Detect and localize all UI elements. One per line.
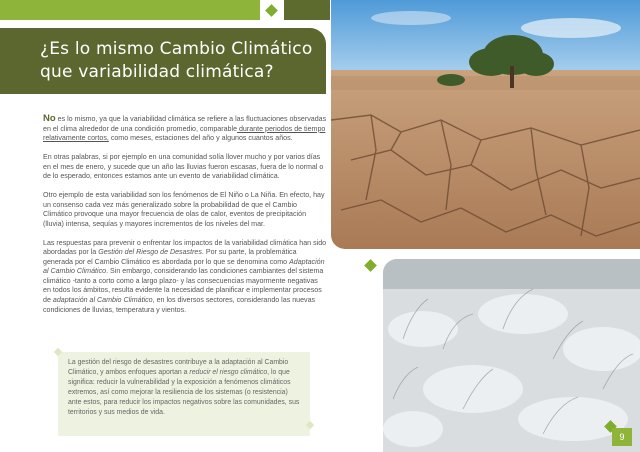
corner-diamond-icon [306, 421, 314, 429]
highlight-emphasis: reducir el riesgo climático [189, 368, 268, 376]
highlight-text-a: La gestión del riesgo de desastres contribuye a la adaptación al Cambio Climático, y ambos enfoques aportan a [68, 359, 289, 376]
body-text [43, 114, 327, 324]
page-number: 9 [612, 428, 632, 446]
title-banner [0, 28, 326, 94]
emphasis-gestion-riesgo: Gestión del Riesgo de Desastres [98, 248, 202, 257]
photo-frosted-grass [383, 259, 640, 452]
paragraph-1-end: como meses, estaciones del año y algunos cuantos años. [108, 134, 293, 143]
title-line-2: que variabilidad climática? [40, 62, 274, 82]
paragraph-4-c: . Sin embargo, considerando las condiciones cambiantes del sistema climático -tanto a corto como a largo plazo- y las consecuencias mayormente negativas en todos los ámbitos, resulta evidente la necesidad de planificar e implementar procesos de [43, 267, 324, 305]
top-bar-light-segment [0, 0, 260, 20]
corner-diamond-icon [54, 348, 62, 356]
paragraph-4 [43, 239, 327, 316]
page-title [40, 38, 316, 84]
photo-dry-cracked-soil [331, 0, 640, 249]
paragraph-4-b: . Por su parte, la problemática generada por el Cambio Climático es abordada por lo que se denomina como [43, 248, 297, 266]
diamond-icon [265, 4, 278, 17]
highlight-box [58, 352, 310, 436]
paragraph-3: Otro ejemplo de esta variabilidad son los fenómenos de El Niño o La Niña. En efecto, hay un consenso cada vez más generalizado sobre la probabilidad de que el Cambio Climático provoque una mayor frecuencia de olas de calor, eventos de precipitación (lluvia) intensa, sequías y mayores incrementos de los niveles del mar. [43, 190, 325, 228]
top-bar-dark-segment [284, 0, 330, 20]
paragraph-1-text: es lo mismo, ya que la variabilidad climática se refiere a las fluctuaciones observadas en el clima alrededor de una condición promedio, comparable [43, 115, 327, 133]
emphasis-adaptacion: Adaptación al Cambio Climático [43, 257, 325, 276]
paragraph-2: En otras palabras, si por ejemplo en una comunidad solía llover mucho y por varios días en el mes de enero, y sucede que un año las lluvias fueron escasas, fuera de lo normal o de lo esperado, entonces estamos ante un evento de variabilidad climática. [43, 152, 324, 181]
underlined-phrase: durante periodos de tiempo relativamente cortos, [43, 124, 326, 143]
paragraph-1 [43, 114, 327, 144]
title-line-1: ¿Es lo mismo Cambio Climático [40, 39, 313, 59]
top-decor-bar [0, 0, 330, 20]
drop-cap: No [43, 113, 56, 124]
paragraph-4-a: Las respuestas para prevenir o enfrentar los impactos de la variabilidad climática han sido abordadas por la [43, 238, 327, 257]
diamond-icon [364, 259, 377, 272]
highlight-text-b: , lo que significa: reducir la vulnerabilidad y la exposición a fenómenos climáticos extremos, así como mejorar la resiliencia de los sistemas (o resistencia) ante estos, para reducir los impactos negativos sobre las comunidades, sus territorios y sus medios de vida. [68, 368, 300, 416]
paragraph-4-d: , en los diversos sectores, considerando las nuevas condiciones de lluvias, temperatura y vientos. [43, 296, 316, 314]
emphasis-adaptacion-2: adaptación al Cambio Climático [52, 296, 153, 305]
